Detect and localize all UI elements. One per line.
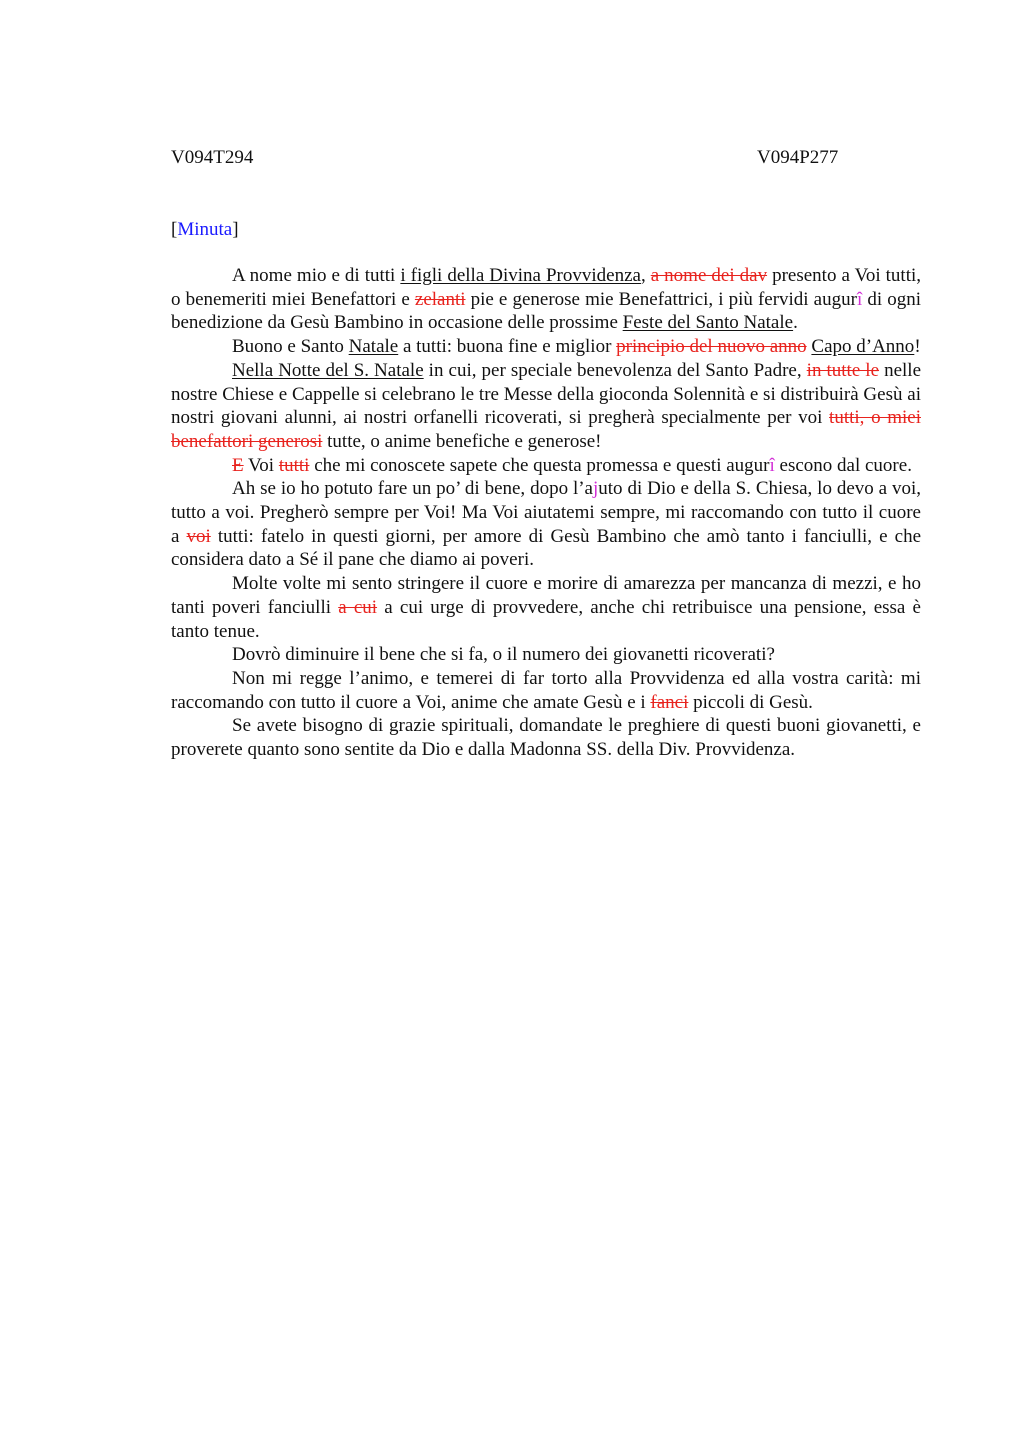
text: Molte volte mi sento stringere il cuore e morire di amarezza per mancanza di mezzi, e ho tanti poveri fanciulli [171,573,921,618]
text: , [640,265,651,286]
text: nelle nostre Chiese e Cappelle si celebrano le tre Messe della gioconda Solennità e si distribuirà Gesù ai nostri giovani alunni, ai nostri orfanelli ricoverati, si pregherà specialmente per voi [171,359,921,429]
deleted-text: principio del nuovo anno [616,336,807,358]
document-header [171,146,921,170]
paragraph-4 [171,454,921,478]
minuta-heading [171,218,921,242]
text: Voi [243,454,279,476]
deleted-text: in tutte le [806,359,880,381]
deleted-text: a cui [338,596,378,618]
paragraph-6 [171,572,921,643]
deleted-text: E [232,454,244,476]
text: a tutti: buona fine e miglior [398,336,617,358]
minuta-open-bracket: [ [171,219,178,240]
text: pie e generose mie Benefattrici, i più fervidi augur [465,288,857,310]
text: tutte, o anime benefiche e generose! [322,430,602,452]
deleted-text: tutti, o miei benefattori generosi [171,407,921,452]
text: Non mi regge l’animo, e temerei di far torto alla Provvidenza ed alla vostra carità: mi raccomando con tutto il cuore a Voi, anime che amate Gesù e i [171,667,921,713]
text: in cui, per speciale benevolenza del Santo Padre, [423,359,807,381]
underlined-text: Natale [348,336,399,358]
text: di ogni benedizione da Gesù Bambino in occasione delle prossime [171,288,921,334]
paragraph-3 [171,359,921,454]
paragraph-9 [171,714,921,761]
underlined-text: Capo d’Anno [811,336,915,358]
letter-body [171,264,921,762]
deleted-text: zelanti [414,288,466,310]
paragraph-5 [171,477,921,572]
text: piccoli di Gesù. [688,691,813,713]
inserted-char: j [593,478,599,500]
text: che mi conoscete sapete che questa promessa e questi augur [309,454,770,476]
text: A nome mio e di tutti [232,265,401,286]
text: tutti: fatelo in questi giorni, per amore di Gesù Bambino che amò tanto i fanciulli, e che considera dato a Sé il pane che diamo ai poveri. [171,525,921,571]
paragraph-8 [171,667,921,714]
text: Se avete bisogno di grazie spirituali, domandate le preghiere di questi buoni giovanetti, e proverete quanto sono sentite da Dio e dalla Madonna SS. della Div. Provvidenza. [171,715,921,761]
text: presento a Voi tutti, o benemeriti miei Benefattori e [171,265,922,310]
underlined-text: i figli della Divina Provvidenza [400,265,641,286]
deleted-text: voi [186,525,211,547]
inserted-char: î [856,288,863,310]
text: uto di Dio e della S. Chiesa, lo devo a voi, tutto a voi. Pregherò sempre per Voi! Ma Voi aiutatemi sempre, mi raccomando con tutto il cuore a [171,478,921,547]
text: a cui urge di provvedere, anche chi retribuisce una pensione, essa è tanto tenue. [171,596,921,642]
text: . [793,312,798,334]
text: Buono e Santo [232,336,349,358]
text: Ah se io ho potuto fare un po’ di bene, dopo l’a [232,478,593,500]
deleted-text: tutti [278,454,310,476]
page-id: V094P277 [757,147,839,168]
document-page [171,146,921,762]
paragraph-2 [171,335,921,359]
minuta-label: Minuta [177,219,233,240]
text: ! [914,336,921,358]
deleted-text: fanci [650,691,689,713]
minuta-close-bracket: ] [232,219,239,240]
text: escono dal cuore. [774,454,912,476]
underlined-text: Nella Notte del S. Natale [232,359,424,381]
text-id: V094T294 [171,147,254,168]
text: Dovrò diminuire il bene che si fa, o il numero dei giovanetti ricoverati? [232,644,775,666]
deleted-text: a nome dei dav [650,265,768,286]
underlined-text: Feste del Santo Natale [622,312,794,334]
inserted-char: î [769,454,775,476]
paragraph-1 [171,264,921,335]
paragraph-7 [171,643,921,667]
